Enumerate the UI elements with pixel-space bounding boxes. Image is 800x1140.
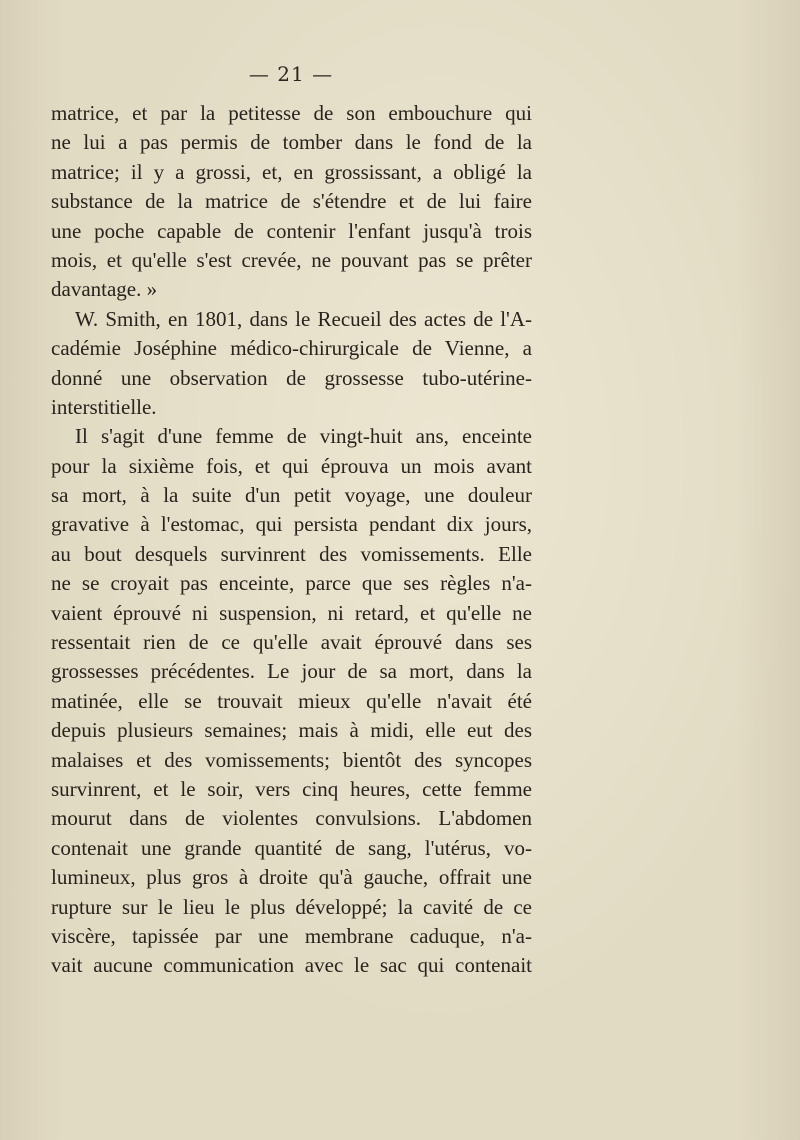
body-text xyxy=(51,99,532,981)
text-line: davantage. » xyxy=(51,277,158,302)
text-line: vaient éprouvé ni suspension, ni retard, et qu'elle ne xyxy=(51,600,532,625)
text-line: W. Smith, en 1801, dans le Recueil des actes de l'A- xyxy=(75,306,532,331)
text-line: matinée, elle se trouvait mieux qu'elle n'avait été xyxy=(51,688,532,713)
text-line: survinrent, et le soir, vers cinq heures, cette femme xyxy=(51,776,532,801)
page-number: — 21 — xyxy=(248,62,334,86)
text-line: malaises et des vomissements; bientôt des syncopes xyxy=(51,747,532,772)
text-line: matrice; il y a grossi, et, en grossissant, a obligé la xyxy=(51,159,532,184)
text-line: contenait une grande quantité de sang, l'utérus, vo- xyxy=(51,835,532,860)
text-line: sa mort, à la suite d'un petit voyage, une douleur xyxy=(51,483,532,508)
text-line: ne lui a pas permis de tomber dans le fond de la xyxy=(51,130,532,155)
text-line: donné une observation de grossesse tubo-utérine- xyxy=(51,365,532,390)
text-line: gravative à l'estomac, qui persista pendant dix jours, xyxy=(51,512,532,537)
text-line: matrice, et par la petitesse de son embouchure qui xyxy=(51,101,532,125)
text-line: mourut dans de violentes convulsions. L'abdomen xyxy=(51,806,532,831)
text-line: ne se croyait pas enceinte, parce que ses règles n'a- xyxy=(51,571,532,596)
text-line: au bout desquels survinrent des vomissements. Elle xyxy=(51,541,532,566)
text-line: Il s'agit d'une femme de vingt-huit ans, enceinte xyxy=(75,424,532,449)
text-line: cadémie Joséphine médico-chirurgicale de Vienne, a xyxy=(51,336,532,361)
text-line: interstitielle. xyxy=(51,394,157,419)
text-line: mois, et qu'elle s'est crevée, ne pouvant pas se prêter xyxy=(51,247,532,272)
text-line: lumineux, plus gros à droite qu'à gauche, offrait une xyxy=(51,865,532,890)
text-line: depuis plusieurs semaines; mais à midi, elle eut des xyxy=(51,718,532,743)
text-line: vait aucune communication avec le sac qui contenait xyxy=(51,953,532,978)
text-line: pour la sixième fois, et qui éprouva un mois avant xyxy=(51,453,532,478)
text-line: une poche capable de contenir l'enfant jusqu'à trois xyxy=(51,218,532,243)
text-line: grossesses précédentes. Le jour de sa mort, dans la xyxy=(51,659,532,684)
text-line: substance de la matrice de s'étendre et de lui faire xyxy=(51,189,532,214)
text-line: rupture sur le lieu le plus développé; la cavité de ce xyxy=(51,894,532,919)
text-line: viscère, tapissée par une membrane caduque, n'a- xyxy=(51,923,532,948)
text-line: ressentait rien de ce qu'elle avait éprouvé dans ses xyxy=(51,630,532,655)
